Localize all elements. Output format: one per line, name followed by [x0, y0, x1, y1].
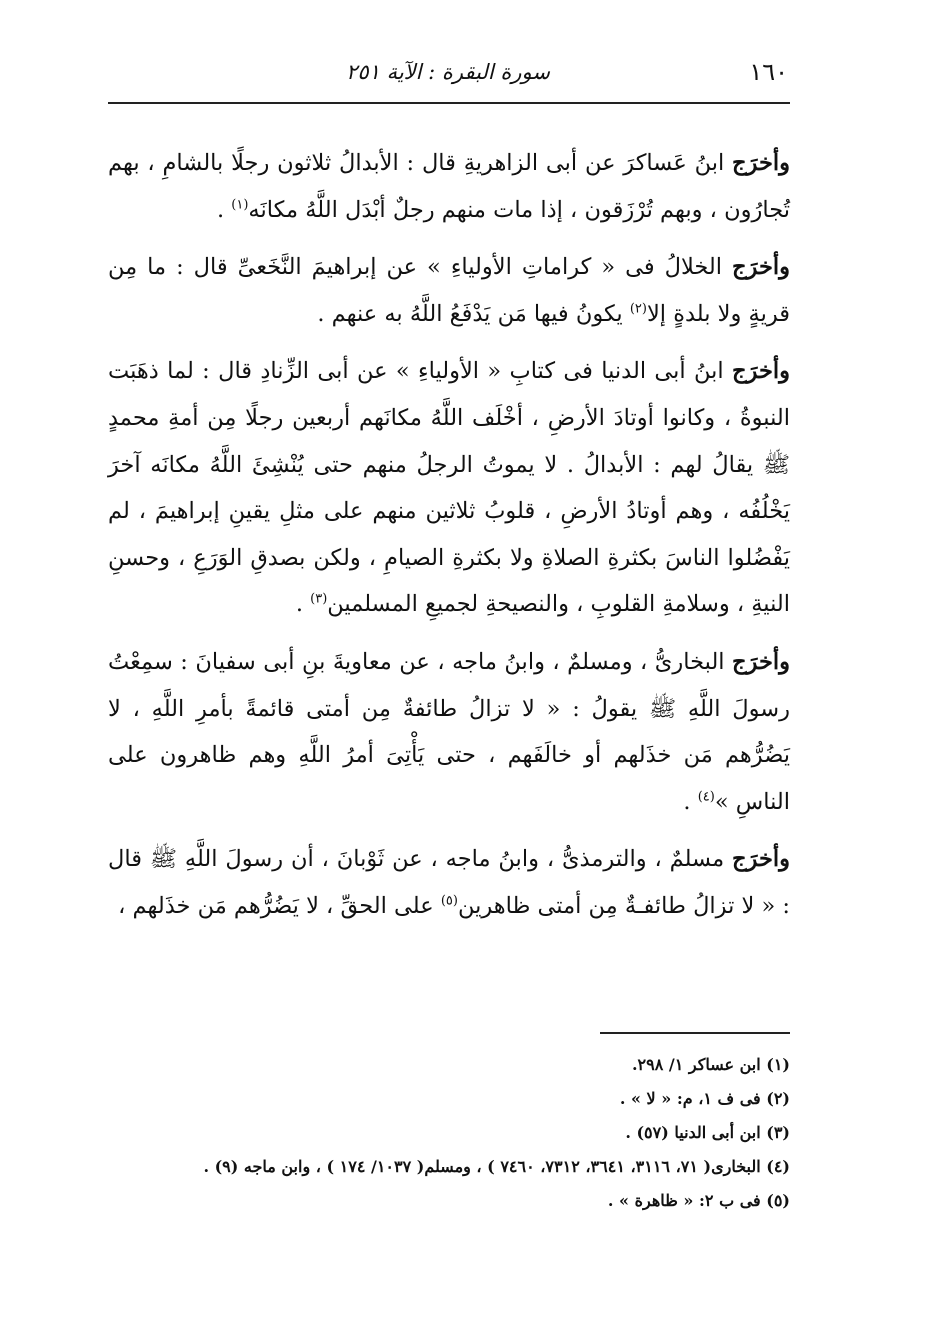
header-rule [108, 102, 790, 104]
paragraph [108, 140, 790, 233]
paragraph-lead: وأخرَج [732, 150, 790, 176]
footnote-ref[interactable]: (٣) [310, 591, 328, 607]
paragraph-lead: وأخرَج [732, 254, 790, 281]
paragraph-text: ابنُ عَساكرَ عن أبى الزاهريةِ قال : الأبدالُ ثلاثون رجلًا بالشامِ ، بهم تُجارُون ، وبهم تُرْزَقون ، إذا مات منهم رجلٌ أبْدَل اللَّهُ مكانَه [108, 150, 790, 223]
paragraph-text: البخارىُّ ، ومسلمٌ ، وابنُ ماجه ، عن معاويةَ بنِ أبى سفيانَ : سمِعْتُ رسولَ اللَّهِ ﷺ يقولُ : « لا تزالُ طائفةٌ مِن أمتى قائمةً بأمرِ اللَّهِ ، لا يَضُرُّهم مَن خذَلهم أو خالَفَهم ، حتى يَأْتِىَ أمرُ اللَّهِ وهم ظاهرون على الناسِ » [108, 648, 790, 815]
footnote: (١) ابن عساكر ١/ ٢٩٨. [631, 1055, 790, 1074]
paragraph-tail: . [295, 591, 311, 618]
footnote: (٤) البخارى( ٧١، ٣١١٦، ٣٦٤١، ٧٣١٢، ٧٤٦٠ ) ، ومسلم( ١٠٣٧/ ١٧٤ ) ، وابن ماجه (٩) . [203, 1157, 790, 1176]
paragraph-lead: وأخرَج [732, 648, 790, 675]
running-title: سورة البقرة : الآية ٢٥١ [346, 60, 550, 84]
paragraph-text: الخلالُ فى « كراماتِ الأولياءِ » عن إبراهيمَ النَّخَعىِّ قال : ما مِن قريةٍ ولا بلدةٍ إلا [108, 254, 790, 327]
paragraph-tail: يكونُ فيها مَن يَدْفَعُ اللَّهُ به عنهم . [317, 300, 630, 327]
paragraph [108, 244, 790, 337]
footnote-ref[interactable]: (٥) [440, 893, 458, 909]
paragraph-tail: . [216, 196, 232, 223]
footnote: (٥) فى ب ٢: « ظاهرة » . [607, 1191, 790, 1210]
footnote-rule [600, 1032, 790, 1034]
page-header [108, 58, 788, 94]
paragraph-lead: وأخرَج [732, 846, 790, 873]
paragraph-text: ابنُ أبى الدنيا فى كتابِ « الأولياءِ » عن أبى الزِّنادِ قال : لما ذهَبَت النبوةُ ، وكانوا أوتادَ الأرضِ ، أخْلَف اللَّهُ مكانَهم أربعين رجلًا مِن أمةِ محمدٍ ﷺ يقالُ لهم : الأبدالُ . لا يموتُ الرجلُ منهم حتى يُنْشِئَ اللَّهُ مكانَه آخرَ يَخْلُفُه ، وهم أوتادُ الأرضِ ، قلوبُ ثلاثين منهم على مثلِ يقينِ إبراهيمَ ، لم يَفْضُلوا الناسَ بكثرةِ الصلاةِ ولا بكثرةِ الصيامِ ، ولكن بصدقِ الوَرَعِ ، وحسنِ النيةِ ، وسلامةِ القلوبِ ، والنصيحةِ لجميعِ المسلمين [108, 358, 790, 618]
footnotes [108, 1048, 790, 1218]
footnote: (٣) ابن أبى الدنيا (٥٧) . [625, 1123, 790, 1142]
footnote-ref[interactable]: (٤) [697, 789, 715, 805]
paragraph [108, 836, 790, 929]
paragraph [108, 639, 790, 825]
page-number: ١٦٠ [749, 58, 788, 86]
footnote-ref[interactable]: (٢) [629, 301, 647, 317]
paragraph-tail: . [683, 788, 698, 815]
paragraph-lead: وأخرَج [732, 358, 790, 385]
paragraph [108, 348, 790, 628]
paragraph-text: مسلمٌ ، والترمذىُّ ، وابنُ ماجه ، عن ثَوْبانَ ، أن رسولَ اللَّهِ ﷺ قال : « لا تزالُ طائفـةٌ مِن أمتى ظاهرين [108, 846, 790, 919]
body-text [108, 140, 790, 941]
footnote: (٢) فى ف ١، م: « لا » . [619, 1089, 790, 1108]
paragraph-tail: على الحقِّ ، لا يَضُرُّهم مَن خذَلهم ، [118, 892, 441, 919]
footnote-ref[interactable]: (١) [231, 197, 249, 213]
